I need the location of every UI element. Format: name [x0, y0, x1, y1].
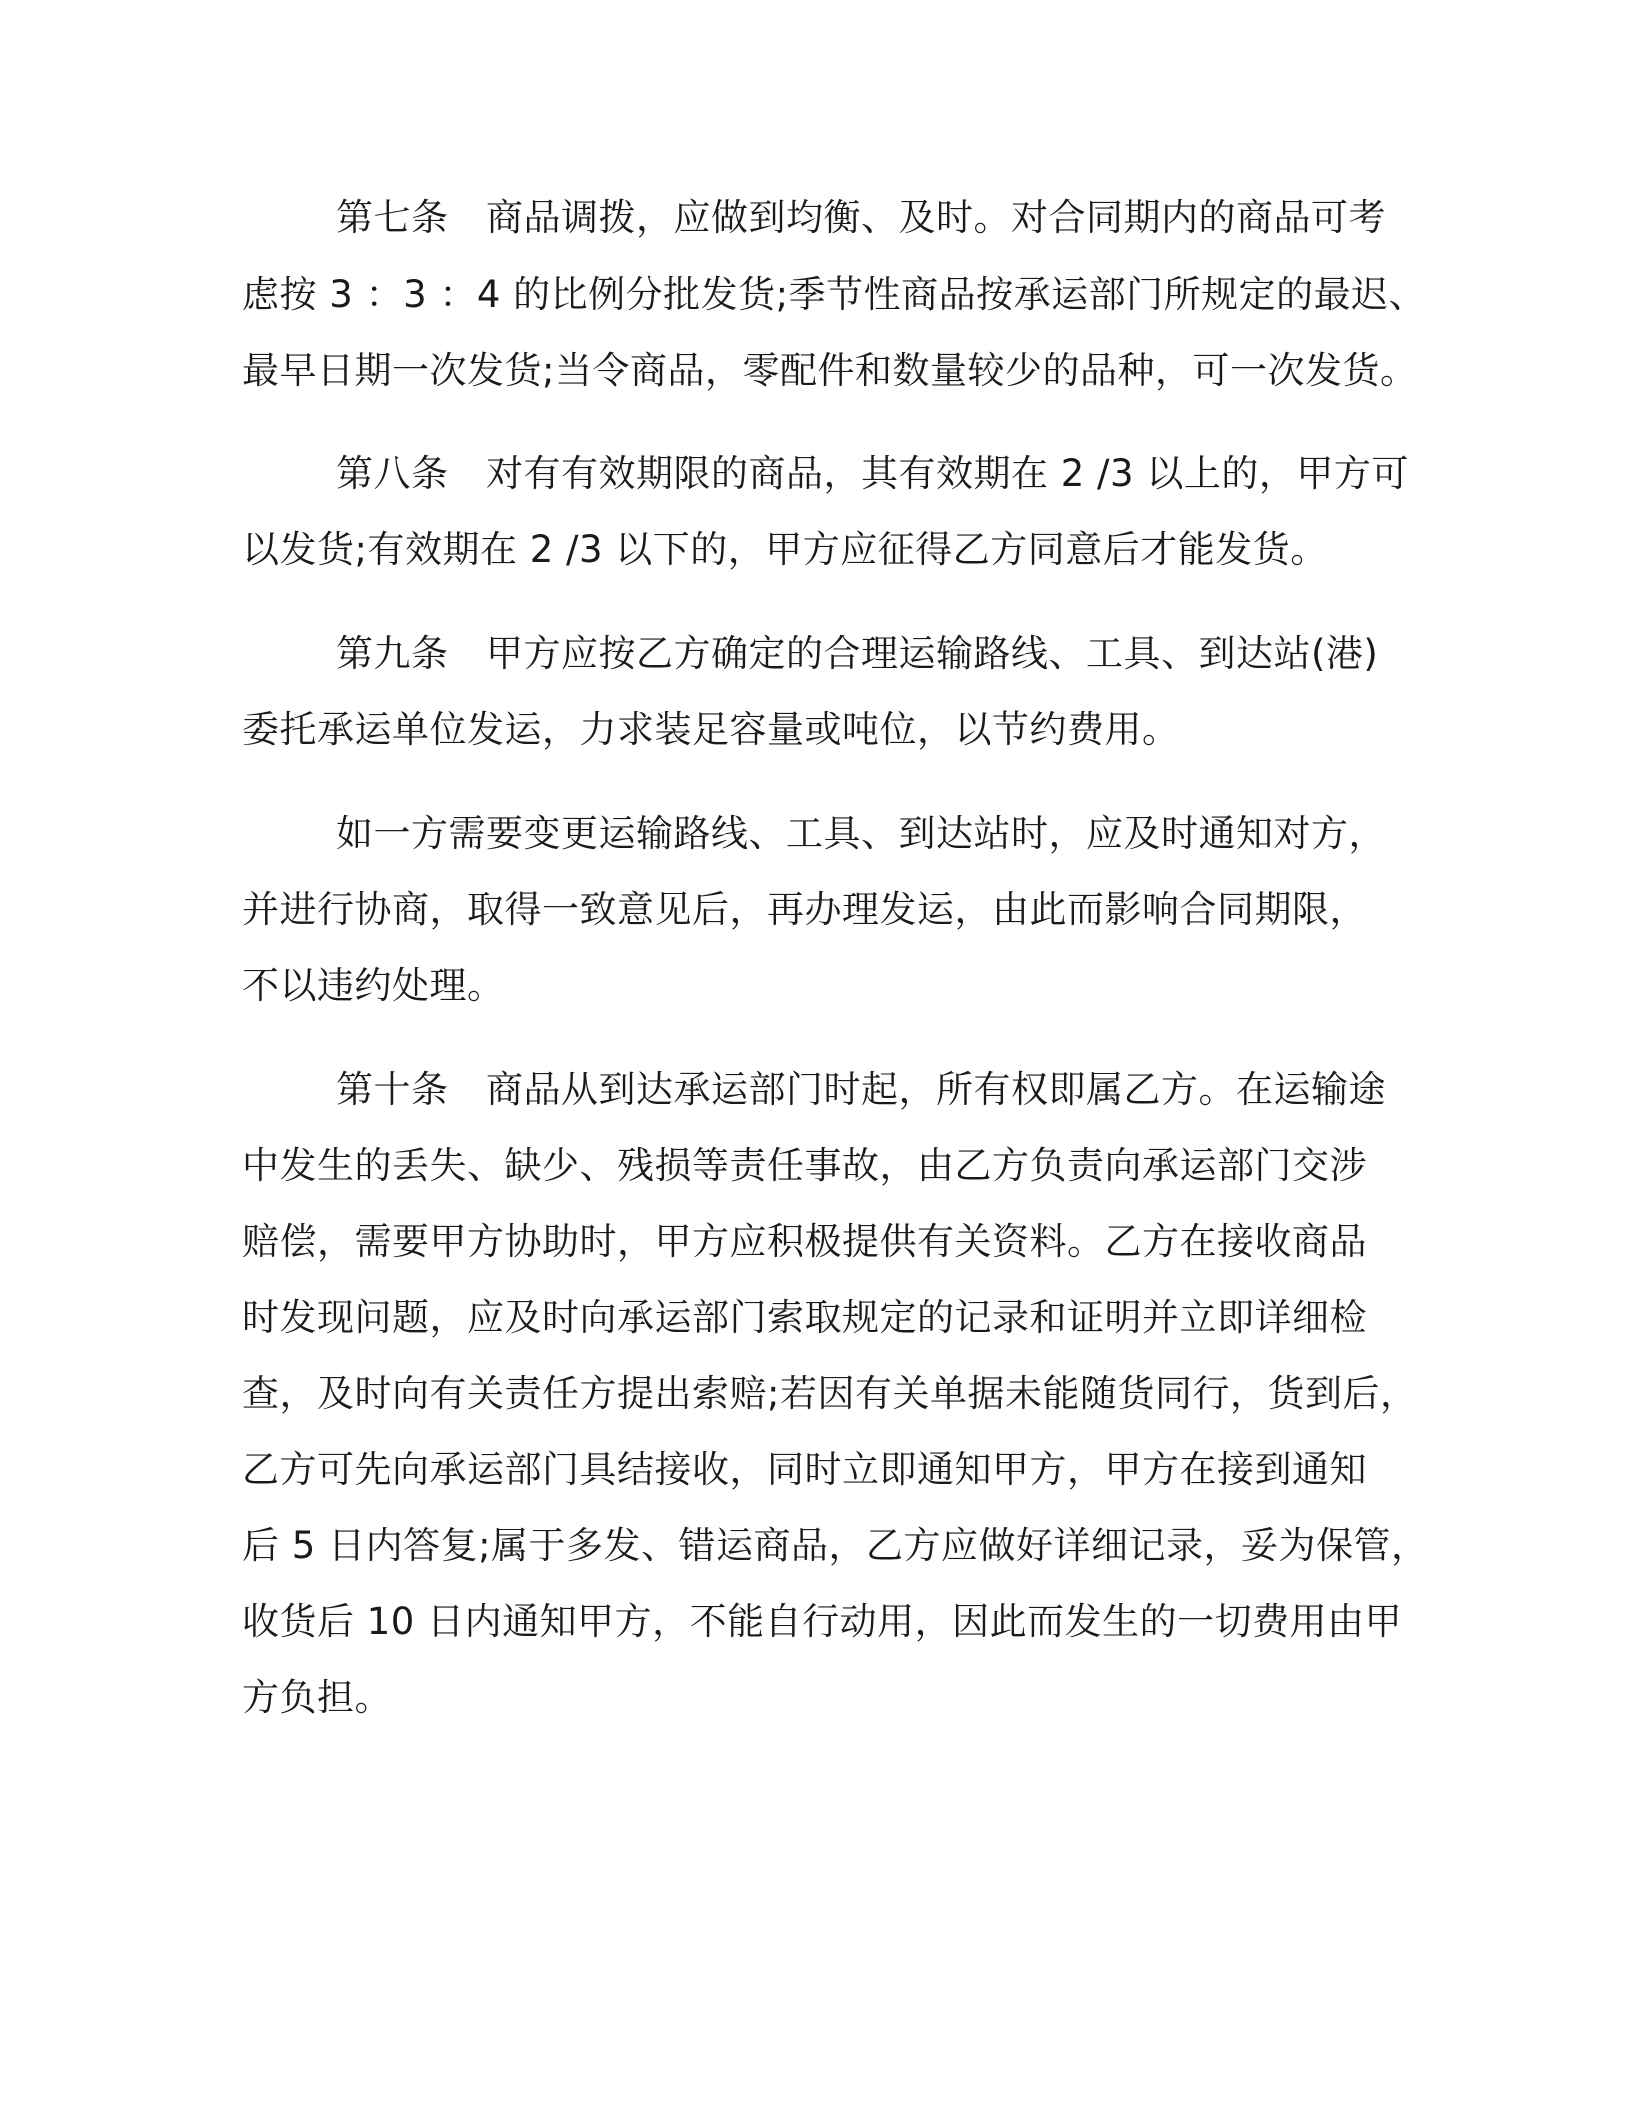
text-line: 虑按 3 ：3 ：4 的比例分批发货;季节性商品按承运部门所规定的最迟、: [242, 273, 1427, 316]
text-line: 委托承运单位发运，力求装足容量或吨位，以节约费用。: [242, 708, 1180, 751]
text-line: 中发生的丢失、缺少、残损等责任事故，由乙方负责向承运部门交涉: [242, 1144, 1367, 1187]
text-line: 第九条 甲方应按乙方确定的合理运输路线、工具、到达站(港): [336, 632, 1379, 675]
text-line: 如一方需要变更运输路线、工具、到达站时，应及时通知对方，: [336, 812, 1386, 855]
text-line: 并进行协商，取得一致意见后，再办理发运，由此而影响合同期限，: [242, 888, 1367, 931]
text-line: 后 5 日内答复;属于多发、错运商品，乙方应做好详细记录，妥为保管，: [242, 1524, 1429, 1567]
text-line: 方负担。: [242, 1676, 392, 1719]
text-line: 第八条 对有有效期限的商品，其有效期在 2 /3 以上的，甲方可: [336, 452, 1409, 495]
text-line: 不以违约处理。: [242, 964, 505, 1007]
text-line: 收货后 10 日内通知甲方，不能自行动用，因此而发生的一切费用由甲: [242, 1600, 1403, 1643]
text-line: 赔偿，需要甲方协助时，甲方应积极提供有关资料。乙方在接收商品: [242, 1220, 1367, 1263]
text-line: 查，及时向有关责任方提出索赔;若因有关单据未能随货同行，货到后，: [242, 1372, 1418, 1415]
text-line: 最早日期一次发货;当令商品，零配件和数量较少的品种，可一次发货。: [242, 349, 1418, 392]
text-line: 以发货;有效期在 2 /3 以下的，甲方应征得乙方同意后才能发货。: [242, 528, 1328, 571]
text-line: 时发现问题，应及时向承运部门索取规定的记录和证明并立即详细检: [242, 1296, 1367, 1339]
text-line: 第十条 商品从到达承运部门时起，所有权即属乙方。在运输途: [336, 1068, 1386, 1111]
text-line: 第七条 商品调拨，应做到均衡、及时。对合同期内的商品可考: [336, 196, 1386, 239]
text-line: 乙方可先向承运部门具结接收，同时立即通知甲方，甲方在接到通知: [242, 1448, 1367, 1491]
